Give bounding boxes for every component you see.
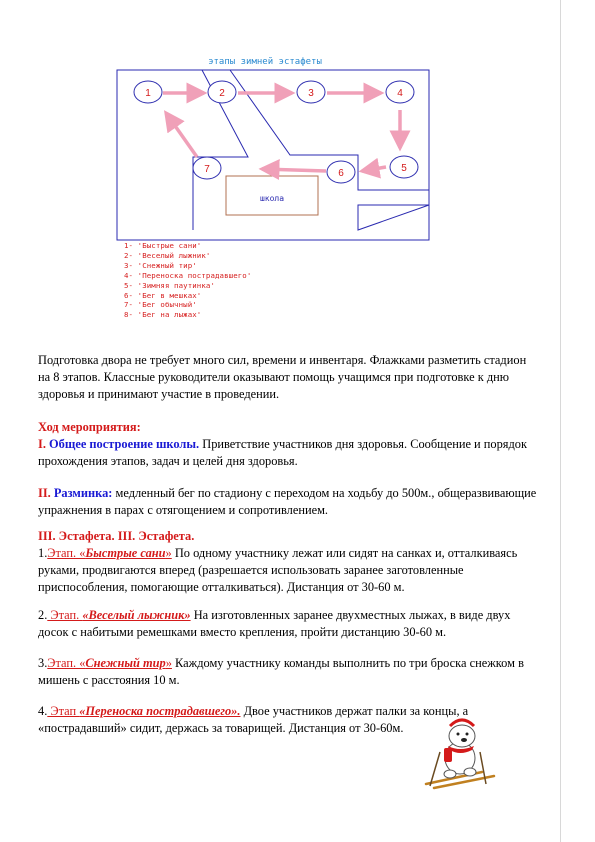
stage-3-name[interactable]: Снежный тир: [85, 656, 166, 670]
stage-1-name[interactable]: Быстрые сани: [85, 546, 166, 560]
relay-heading: III. Эстафета. III. Эстафета.: [38, 529, 195, 543]
stage-1: [38, 545, 538, 596]
section-1-text: Приветствие участников дня здоровья. Сообщение и порядок прохождения этапов, задач и целей дня здоровья.: [38, 437, 528, 468]
stage-node-6-label: 6: [338, 168, 344, 179]
legend-item: 6- 'Бег в мешках': [124, 290, 202, 300]
stage-1-number: 1.: [38, 546, 48, 560]
arrow-5-6: [362, 167, 386, 171]
diagram-legend: [124, 241, 251, 320]
school-label: школа: [259, 194, 285, 203]
stage-4-text: Двое участников держат палки за концы, а «пострадавший» сидит, держась за товарищей. Дистанция от 30-60м.: [38, 704, 469, 735]
section-1-number: I.: [38, 437, 46, 451]
legend-item: 5- 'Зимняя паутинка': [124, 280, 215, 290]
course-heading: Ход мероприятия:: [38, 420, 141, 434]
stage-3-close: »: [165, 656, 172, 670]
relay-scheme-diagram: [0, 0, 595, 340]
stage-3-link[interactable]: Этап. «: [47, 656, 86, 670]
skier-illustration: [420, 712, 500, 792]
stage-3: [38, 655, 538, 689]
stage-3-text: Каждому участнику команды выполнить по три броска снежком в мишень с расстояния 10 м.: [38, 656, 524, 687]
section-2-text: медленный бег по стадиону с переходом на ходьбу до 500м., общеразвивающие упражнения в парах с отягощением и сопротивлением.: [38, 486, 537, 517]
arrow-6-7: [262, 169, 326, 171]
relay-block: [38, 528, 538, 596]
stage-4-name[interactable]: «Переноска пострадавшего».: [79, 704, 241, 718]
legend-item: 7- 'Бег обычный': [124, 300, 197, 310]
intro-text: Подготовка двора не требует много сил, времени и инвентаря. Флажками разметить стадион на 8 этапов. Классные руководители оказывают помощь учащимся при подготовке к дню здоровья и принимают участие в проведении.: [38, 353, 527, 401]
stage-3-number: 3.: [38, 656, 48, 670]
stage-2-name[interactable]: «Веселый лыжник»: [82, 608, 191, 622]
warmup-block: [38, 485, 538, 519]
stage-node-2-label: 2: [219, 88, 225, 99]
stage-node-1-label: 1: [145, 88, 151, 99]
intro-paragraph: [38, 352, 538, 403]
section-2-title: Разминка:: [53, 486, 113, 500]
stage-1-link[interactable]: Этап. «: [47, 546, 86, 560]
stage-node-3-label: 3: [308, 88, 314, 99]
stage-2: [38, 607, 538, 641]
stage-node-4-label: 4: [397, 88, 403, 99]
legend-item: 3- 'Снежный тир': [124, 260, 197, 270]
stage-4-number: 4.: [38, 704, 48, 718]
section-1: [38, 436, 538, 470]
section-2-number: II.: [38, 486, 51, 500]
legend-item: 2- 'Веселый лыжник': [124, 250, 211, 260]
stage-2-block: [38, 607, 538, 641]
stage-node-7-label: 7: [204, 164, 210, 175]
legend-item: 1- 'Быстрые сани': [124, 241, 202, 250]
legend-item: 4- 'Переноска пострадавшего': [124, 270, 252, 280]
diagram-title: этапы зимней эстафеты: [208, 57, 322, 67]
section-1-title: Общее построение школы.: [49, 437, 200, 451]
stage-2-text: На изготовленных заранее двухместных лыжах, в виде двух досок с набитыми ремешками вместо крепления, пройти дистанцию 30-60 м.: [38, 608, 511, 639]
stage-4-link[interactable]: Этап: [47, 704, 80, 718]
legend-item: 8- 'Бег на лыжах': [124, 310, 202, 320]
stage-1-close: »: [165, 546, 172, 560]
stage-2-number: 2.: [38, 608, 48, 622]
stage-2-link[interactable]: Этап.: [47, 608, 83, 622]
section-2: [38, 485, 538, 519]
arrow-7-1: [166, 113, 197, 157]
course-block: [38, 419, 538, 470]
stage-3-block: [38, 655, 538, 689]
stage-1-text: По одному участнику лежат или сидят на санках и, отталкиваясь руками, продвигаются вперед (разрешается использовать заранее заготовленные приспособления, помогающие отталкиваться). Дистанция от 30-60 м.: [38, 546, 518, 594]
stage-node-5-label: 5: [401, 163, 407, 174]
